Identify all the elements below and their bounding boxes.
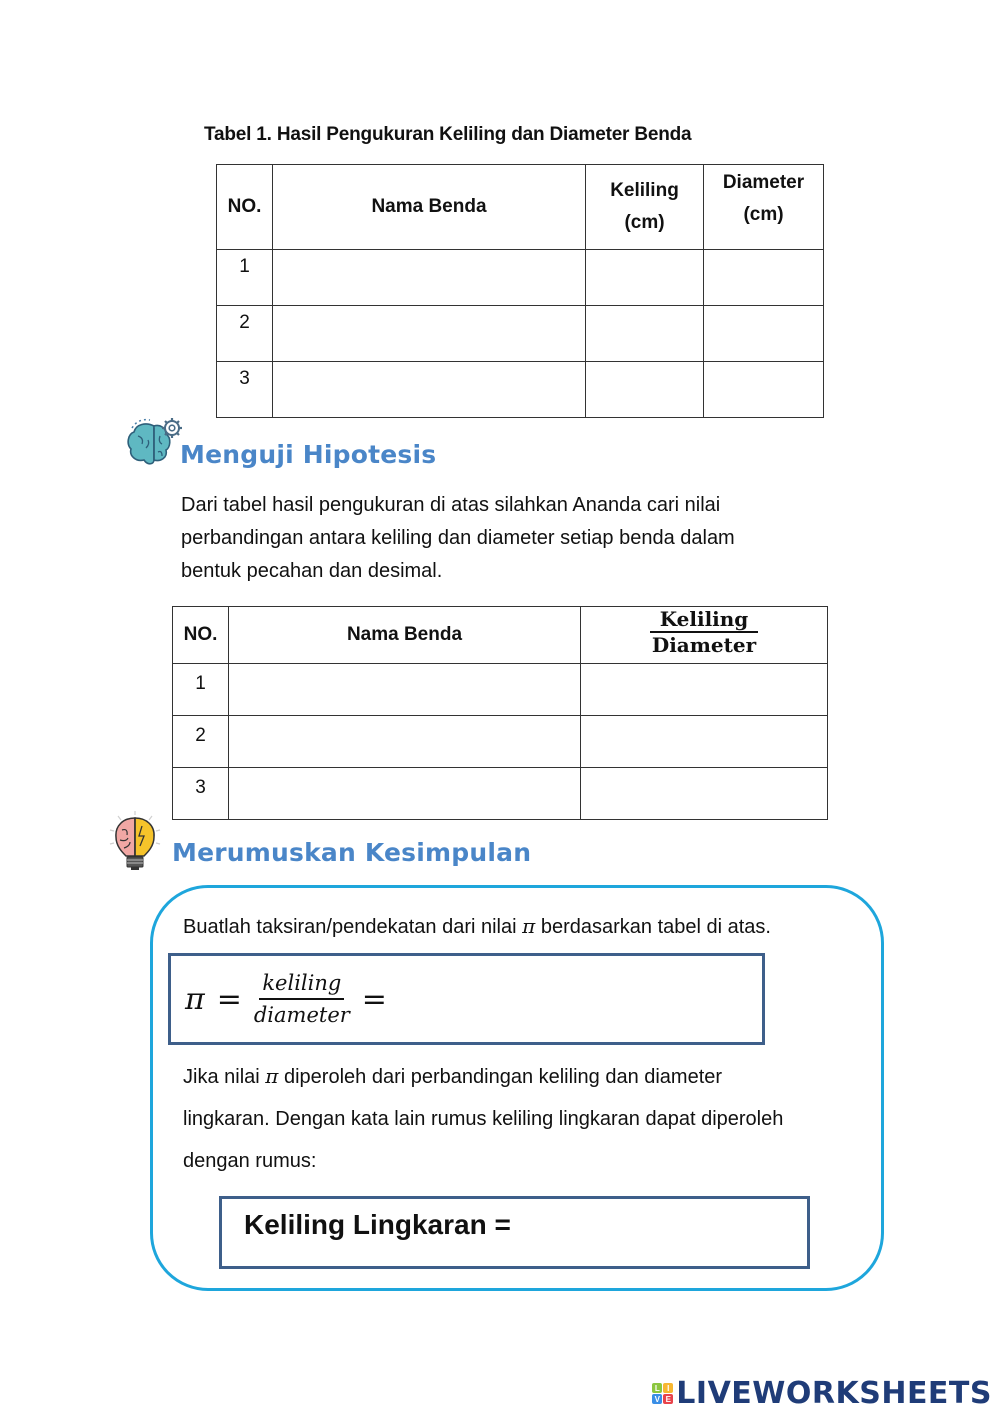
paragraph-line: lingkaran. Dengan kata lain rumus keliling lingkaran dapat diperoleh <box>183 1108 784 1130</box>
table-row <box>173 768 828 820</box>
diameter-label: Diameter <box>722 172 805 193</box>
diameter-cell[interactable] <box>704 362 824 418</box>
keliling-lingkaran-box[interactable] <box>219 1196 810 1269</box>
equals-sign: = <box>361 981 387 1017</box>
nama-benda-cell[interactable] <box>273 362 586 418</box>
keliling-unit: (cm) <box>624 212 665 233</box>
ratio-table <box>172 606 828 820</box>
col-header-no: NO. <box>173 607 229 664</box>
ratio-cell[interactable] <box>581 716 828 768</box>
fraction-denominator: diameter <box>253 1003 350 1027</box>
paragraph-text: Jika nilai <box>183 1066 266 1088</box>
table-header-row <box>173 607 828 664</box>
ratio-cell[interactable] <box>581 768 828 820</box>
col-header-no: NO. <box>217 165 273 250</box>
instruction-line: bentuk pecahan dan desimal. <box>181 560 443 582</box>
table-header-row <box>217 165 824 250</box>
live-grid-icon <box>652 1383 673 1404</box>
brand-text: LIVEWORKSHEETS <box>676 1376 992 1411</box>
diameter-cell[interactable] <box>704 250 824 306</box>
hipotesis-instructions <box>181 489 841 588</box>
diameter-unit: (cm) <box>743 204 784 225</box>
table1-caption: Tabel 1. Hasil Pengukuran Keliling dan Diameter Benda <box>204 124 692 145</box>
row-number: 3 <box>217 362 273 418</box>
keliling-cell[interactable] <box>586 362 704 418</box>
col-header-keliling <box>586 165 704 250</box>
fraction-numerator: keliling <box>259 968 344 1000</box>
ratio-cell[interactable] <box>581 664 828 716</box>
col-header-nama-benda: Nama Benda <box>229 607 581 664</box>
section-title-kesimpulan: Merumuskan Kesimpulan <box>172 838 532 867</box>
table-row <box>217 362 824 418</box>
keliling-cell[interactable] <box>586 250 704 306</box>
logo-letter: L <box>652 1383 662 1393</box>
pi-instruction <box>183 910 771 944</box>
keliling-cell[interactable] <box>586 306 704 362</box>
row-number: 2 <box>217 306 273 362</box>
fraction-numerator: Keliling <box>650 607 759 633</box>
measurement-table <box>216 164 824 418</box>
nama-benda-cell[interactable] <box>229 768 581 820</box>
logo-letter: I <box>663 1383 673 1393</box>
instruction-text: berdasarkan tabel di atas. <box>535 916 771 938</box>
paragraph-line: dengan rumus: <box>183 1150 317 1172</box>
diameter-cell[interactable] <box>704 306 824 362</box>
keliling-diameter-fraction <box>254 968 350 1030</box>
row-number: 1 <box>217 250 273 306</box>
table-row <box>217 250 824 306</box>
col-header-ratio <box>581 607 828 664</box>
nama-benda-cell[interactable] <box>229 664 581 716</box>
paragraph-line <box>183 1055 783 1098</box>
equals-sign: = <box>216 981 242 1017</box>
pi-symbol: π <box>185 981 205 1017</box>
brain-gear-icon <box>124 414 186 472</box>
instruction-text: Buatlah taksiran/pendekatan dari nilai <box>183 916 523 938</box>
section-title-hipotesis: Menguji Hipotesis <box>180 440 437 469</box>
pi-formula-box[interactable] <box>168 953 765 1045</box>
table-row <box>217 306 824 362</box>
logo-letter: E <box>663 1394 673 1404</box>
instruction-line: Dari tabel hasil pengukuran di atas silahkan Ananda cari nilai <box>181 494 721 516</box>
keliling-over-diameter-fraction <box>650 607 759 657</box>
row-number: 3 <box>173 768 229 820</box>
instruction-line: perbandingan antara keliling dan diameter setiap benda dalam <box>181 527 735 549</box>
nama-benda-cell[interactable] <box>229 716 581 768</box>
col-header-nama-benda: Nama Benda <box>273 165 586 250</box>
conclusion-paragraph <box>183 1055 783 1182</box>
nama-benda-cell[interactable] <box>273 250 586 306</box>
logo-letter: V <box>652 1394 662 1404</box>
fraction-denominator: Diameter <box>651 633 757 657</box>
pi-symbol: π <box>265 1064 279 1088</box>
keliling-lingkaran-label: Keliling Lingkaran = <box>244 1209 511 1240</box>
table-row <box>173 664 828 716</box>
table-row <box>173 716 828 768</box>
pi-symbol: π <box>522 914 536 938</box>
nama-benda-cell[interactable] <box>273 306 586 362</box>
paragraph-text: diperoleh dari perbandingan keliling dan diameter <box>278 1066 723 1088</box>
col-header-diameter <box>704 165 824 250</box>
row-number: 2 <box>173 716 229 768</box>
brain-lightbulb-icon <box>108 810 162 874</box>
row-number: 1 <box>173 664 229 716</box>
pi-formula <box>171 956 762 1042</box>
keliling-label: Keliling <box>610 180 679 201</box>
liveworksheets-logo <box>652 1376 992 1411</box>
